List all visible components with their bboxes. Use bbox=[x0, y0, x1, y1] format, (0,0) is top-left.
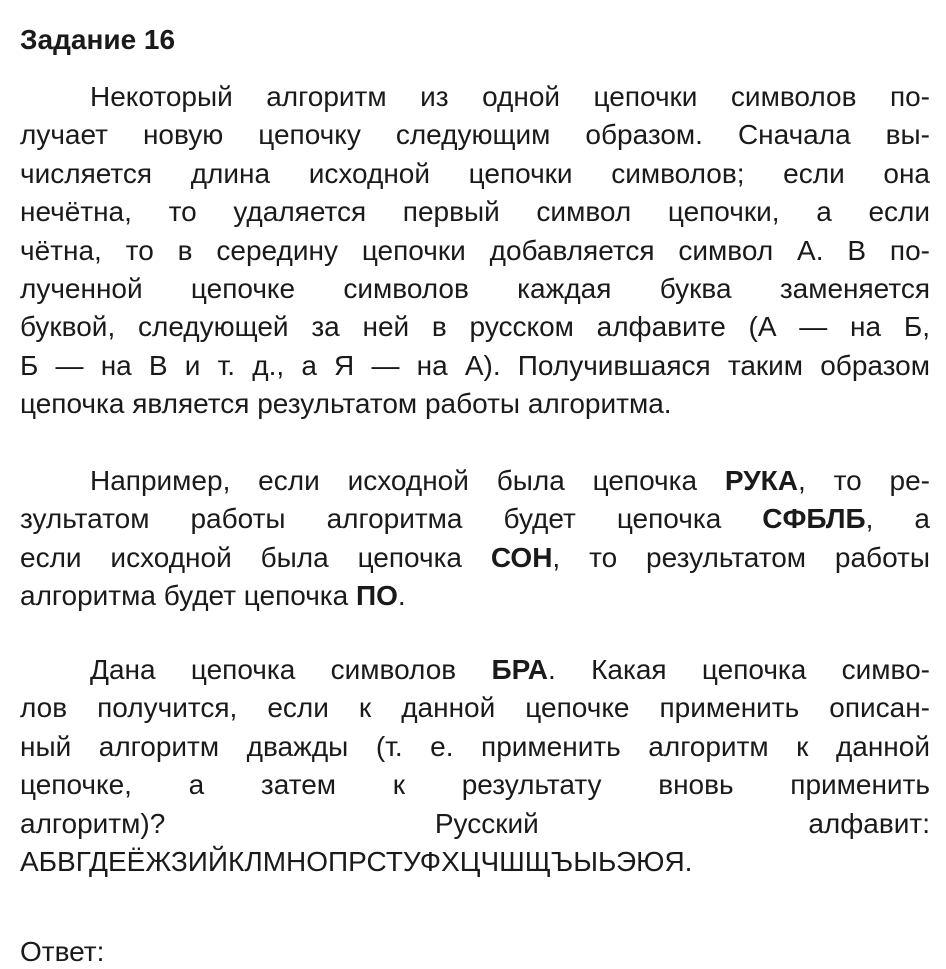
text-line bbox=[20, 651, 930, 689]
paragraph-algorithm-description bbox=[20, 78, 930, 424]
bold-string: БРА bbox=[491, 654, 549, 685]
text-segment: , а bbox=[865, 503, 930, 535]
text-segment: , то ре- bbox=[797, 465, 930, 496]
paragraph-question bbox=[20, 651, 930, 881]
text-segment: алгоритм)? Русский алфавит: bbox=[20, 807, 930, 839]
text-line bbox=[20, 539, 930, 577]
text-line bbox=[20, 270, 930, 308]
text-line bbox=[20, 385, 930, 423]
text-segment: Некоторый алгоритм из одной цепочки символов по- bbox=[90, 81, 930, 112]
text-segment: чётна, то в середину цепочки добавляется символ А. В по- bbox=[20, 234, 930, 266]
text-line bbox=[20, 116, 930, 154]
text-segment: Б — на В и т. д., а Я — на А). Получившаяся таким образом bbox=[20, 349, 930, 381]
bold-string: СФБЛБ bbox=[762, 503, 866, 535]
bold-string: СОН bbox=[490, 541, 553, 573]
answer-label: Ответ: bbox=[20, 936, 105, 967]
text-segment: лученной цепочке символов каждая буква заменяется bbox=[20, 272, 930, 304]
text-segment: числяется длина исходной цепочки символов; если она bbox=[20, 157, 930, 189]
text-line bbox=[20, 155, 930, 193]
text-segment: алгоритма будет цепочка bbox=[20, 580, 357, 612]
text-line bbox=[20, 805, 930, 843]
text-line bbox=[20, 78, 930, 116]
text-line bbox=[20, 462, 930, 500]
text-line bbox=[20, 232, 930, 270]
text-segment: АБВГДЕЁЖЗИЙКЛМНОПРСТУФХЦЧШЩЪЫЬЭЮЯ. bbox=[20, 845, 693, 877]
text-line bbox=[20, 728, 930, 766]
text-line bbox=[20, 308, 930, 346]
text-segment: ный алгоритм дважды (т. е. применить алгоритм к данной bbox=[20, 730, 930, 762]
text-segment: цепочка является результатом работы алгоритма. bbox=[20, 388, 672, 420]
text-segment: лучает новую цепочку следующим образом. Сначала вы- bbox=[20, 119, 930, 151]
text-segment: Например, если исходной была цепочка bbox=[90, 465, 725, 496]
text-line bbox=[20, 577, 930, 615]
text-segment: нечётна, то удаляется первый символ цепочки, а если bbox=[20, 196, 930, 228]
text-segment: , то результатом работы bbox=[552, 541, 930, 573]
paragraph-example bbox=[20, 462, 930, 616]
task-title: Задание 16 bbox=[20, 24, 176, 55]
text-line bbox=[20, 766, 930, 804]
text-segment: лов получится, если к данной цепочке применить описан- bbox=[20, 692, 930, 724]
text-segment: . bbox=[397, 580, 406, 612]
text-line bbox=[20, 347, 930, 385]
text-segment: буквой, следующей за ней в русском алфавите (А — на Б, bbox=[20, 311, 930, 343]
bold-string: РУКА bbox=[724, 465, 798, 496]
text-line bbox=[20, 689, 930, 727]
text-segment: цепочке, а затем к результату вновь применить bbox=[20, 769, 930, 801]
text-segment: . Какая цепочка симво- bbox=[548, 654, 930, 685]
text-line bbox=[20, 193, 930, 231]
text-segment: Дана цепочка символов bbox=[90, 654, 492, 685]
text-segment: если исходной была цепочка bbox=[20, 541, 491, 573]
bold-string: ПО bbox=[356, 580, 398, 612]
text-line bbox=[20, 843, 930, 881]
text-line bbox=[20, 500, 930, 538]
text-segment: зультатом работы алгоритма будет цепочка bbox=[20, 503, 763, 535]
